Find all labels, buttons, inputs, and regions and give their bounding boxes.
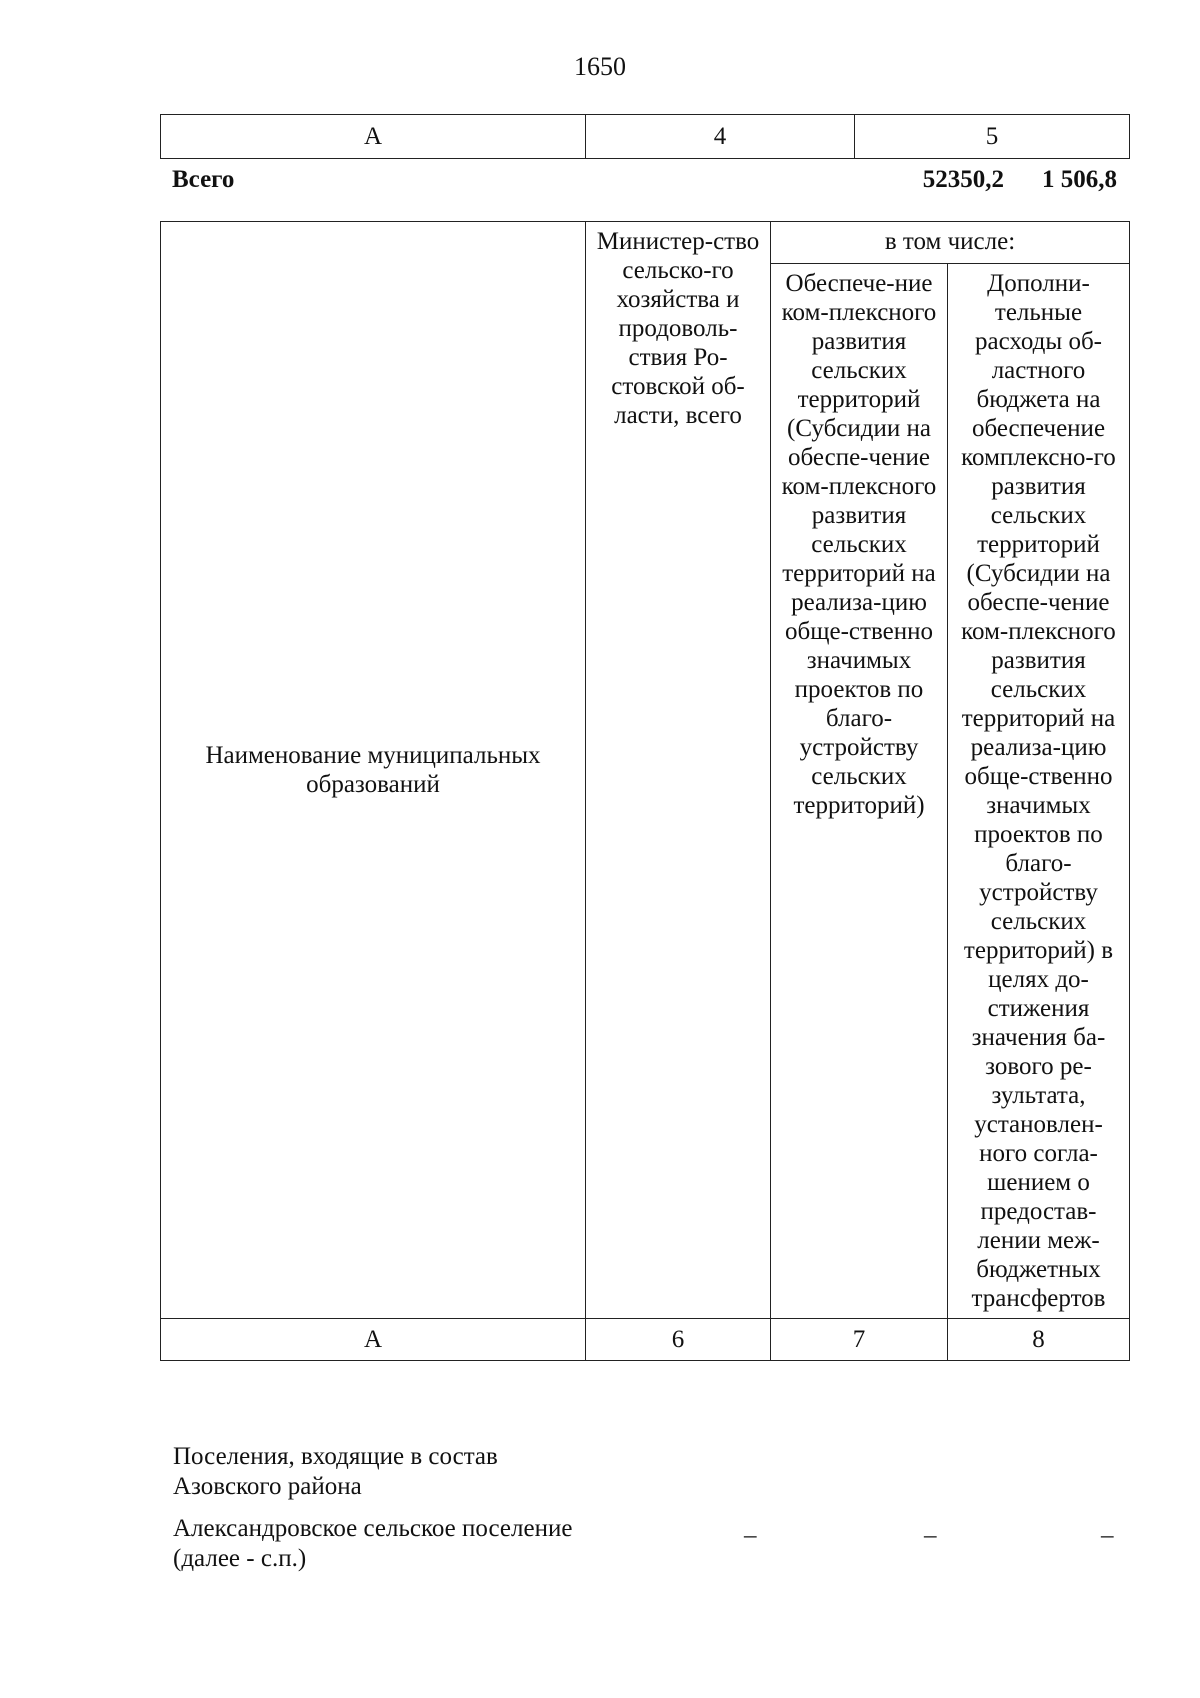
total-value-4: 52350,2 <box>922 166 1004 193</box>
total-label: Всего <box>172 166 235 193</box>
table-row <box>161 115 1130 159</box>
col-a-header: А <box>161 115 586 159</box>
ministry-column-header: Министер-ство сельско-го хозяйства и продоволь-ствия Ро-стовской об-ласти, всего <box>586 222 771 1319</box>
col-5-header: 5 <box>855 115 1130 159</box>
index-6: 6 <box>586 1319 771 1361</box>
total-value-5: 1 506,8 <box>1042 166 1117 193</box>
index-7: 7 <box>771 1319 948 1361</box>
sub-column-7-header: Обеспече-ние ком-плексного развития сельских территорий (Субсидии на обеспе-чение ком-плексного развития сельских территорий на реализа-цию обще-ственно значимых проектов по благо-устройству сельских территорий) <box>771 264 948 1319</box>
table-row <box>161 1319 1130 1361</box>
col-4-header: 4 <box>586 115 855 159</box>
region-row-label: Поселения, входящие в состав Азовского района <box>173 1443 498 1500</box>
settlement-col-7-value: – <box>924 1522 937 1549</box>
total-row <box>160 162 1129 202</box>
sub-column-8-header: Дополни-тельные расходы об-ластного бюджета на обеспечение комплексно-го развития сельских территорий (Субсидии на обеспе-чение ком-плексного развития сельских территорий на реализа-цию обще-ственно значимых проектов по благо-устройству сельских территорий) в целях до-стижения значения ба-зового ре-зультата, установлен-ного согла-шением о предостав-лении меж-бюджетных трансфертов <box>948 264 1130 1319</box>
main-header-table <box>160 221 1130 1361</box>
top-header-table <box>160 114 1130 159</box>
index-a: А <box>161 1319 586 1361</box>
table-row <box>161 222 1130 264</box>
including-header: в том числе: <box>771 222 1130 264</box>
settlement-row-label: Александровское сельское поселение (далее - с.п.) <box>173 1515 573 1572</box>
page-number: 1650 <box>574 52 626 81</box>
settlement-col-8-value: – <box>1101 1522 1114 1549</box>
name-column-header: Наименование муниципальных образований <box>161 222 586 1319</box>
index-8: 8 <box>948 1319 1130 1361</box>
settlement-col-6-value: – <box>744 1522 757 1549</box>
